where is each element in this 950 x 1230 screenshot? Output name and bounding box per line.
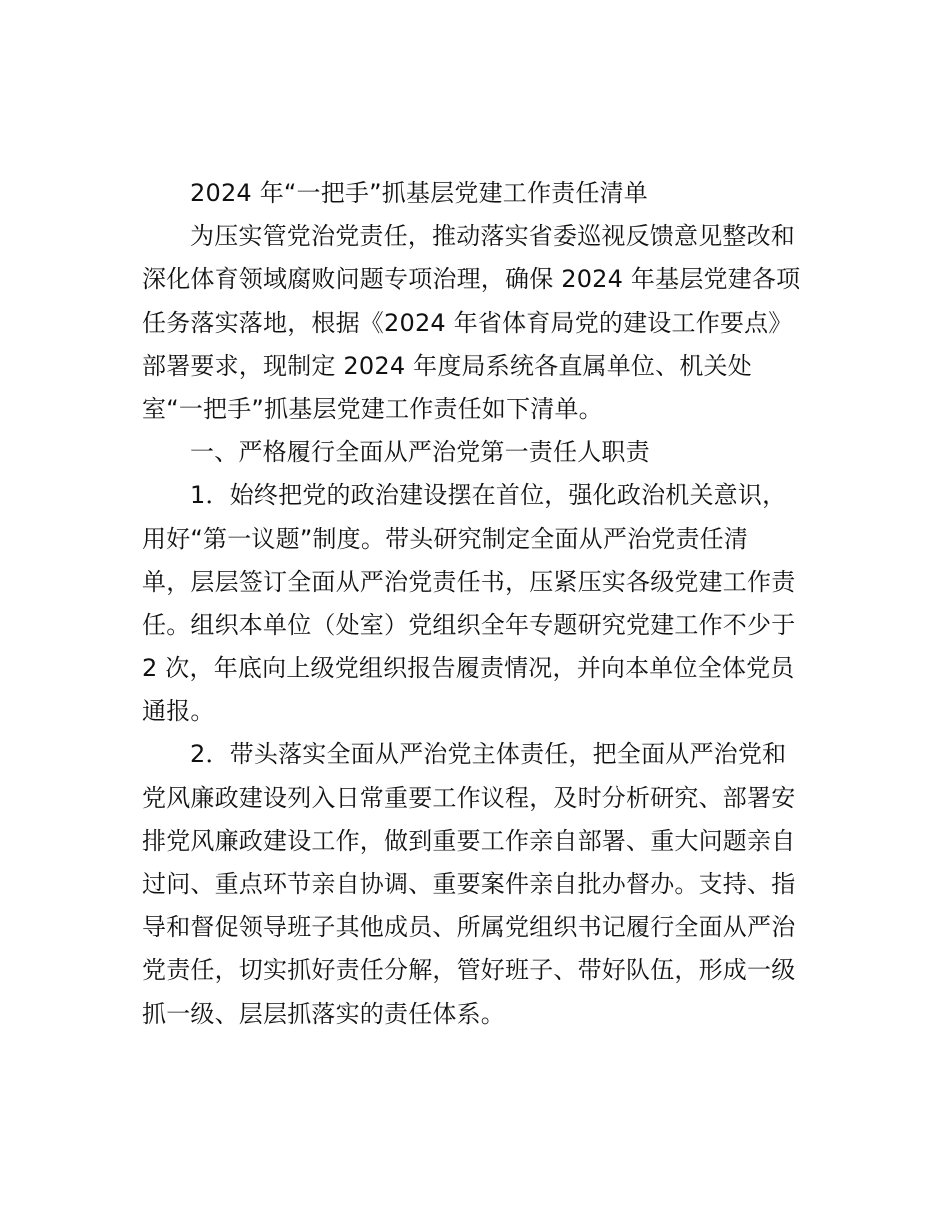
document-body: [142, 172, 812, 1036]
item-line: 党责任，切实抓好责任分解，管好班子、带好队伍，形成一级: [142, 956, 796, 985]
document-title: 2024 年“一把手”抓基层党建工作责任清单: [190, 179, 648, 207]
item-line: 2．带头落实全面从严治党主体责任，把全面从严治党和: [190, 740, 787, 769]
item-2-paragraph: [142, 733, 812, 1035]
section-heading: 一、严格履行全面从严治党第一责任人职责: [190, 438, 650, 467]
item-line: 导和督促领导班子其他成员、所属党组织书记履行全面从严治: [142, 913, 796, 942]
intro-line: 为压实管党治党责任，推动落实省委巡视反馈意见整改和: [190, 222, 795, 251]
item-line: 用好“第一议题”制度。带头研究制定全面从严治党责任清: [142, 524, 749, 553]
item-line: 过问、重点环节亲自协调、重要案件亲自批办督办。支持、指: [142, 870, 796, 898]
item-line: 1．始终把党的政治建设摆在首位，强化政治机关意识，: [190, 481, 787, 510]
intro-line: 深化体育领域腐败问题专项治理，确保 2024 年基层党建各项: [142, 265, 801, 294]
intro-line: 室“一把手”抓基层党建工作责任如下清单。: [142, 394, 603, 423]
item-line: 单，层层签订全面从严治党责任书，压紧压实各级党建工作责: [142, 567, 796, 596]
intro-line: 部署要求，现制定 2024 年度局系统各直属单位、机关处: [142, 351, 752, 380]
intro-line: 任务落实落地，根据《2024 年省体育局党的建设工作要点》: [142, 308, 793, 337]
item-1-paragraph: [142, 474, 812, 733]
item-line: 抓一级、层层抓落实的责任体系。: [142, 999, 505, 1028]
item-line: 通报。: [142, 697, 215, 726]
item-line: 任。组织本单位（处室）党组织全年专题研究党建工作不少于: [142, 610, 796, 639]
intro-paragraph: [142, 215, 812, 431]
item-line: 2 次，年底向上级党组织报告履责情况，并向本单位全体党员: [142, 654, 795, 683]
item-line: 排党风廉政建设工作，做到重要工作亲自部署、重大问题亲自: [142, 826, 796, 855]
item-line: 党风廉政建设列入日常重要工作议程，及时分析研究、部署安: [142, 783, 796, 812]
